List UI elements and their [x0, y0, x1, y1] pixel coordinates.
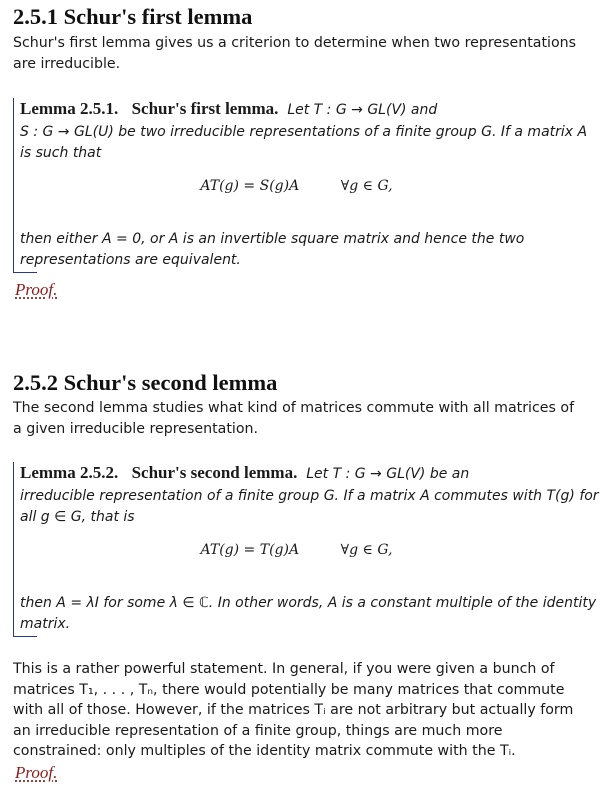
- lemma-corner-rule: [13, 272, 37, 273]
- lemma-line-4: then either A = 0, or A is an invertible square matrix and hence the two: [20, 231, 525, 247]
- section-intro-first: Schur's first lemma gives us a criterion to determine when two representations are irreducible.: [13, 35, 577, 72]
- equation: AT(g) = S(g)A: [200, 178, 300, 194]
- lemma-line-1: [20, 462, 469, 486]
- lemma-corner-rule: [13, 636, 37, 637]
- display-equation: [14, 540, 579, 558]
- proof-link-second[interactable]: Proof.: [15, 763, 58, 782]
- lemma-line-5: representations are equivalent.: [20, 252, 241, 268]
- lemma-label: Lemma 2.5.2.: [20, 463, 119, 482]
- lemma-line-2: S : G → GL(U) be two irreducible representations of a finite group G. If a matrix A: [20, 124, 588, 140]
- lemma-line-3: is such that: [20, 145, 102, 161]
- lemma-line-5: matrix.: [20, 616, 71, 632]
- proof-link-first[interactable]: Proof.: [15, 280, 58, 299]
- closing-paragraph: This is a rather powerful statement. In general, if you were given a bunch of matrices T₁, . . . , Tₙ, there would potentially be many matrices that commute with all of those. However, if the matrices Tᵢ are not arbitrary but actually form an irreducible representation of a finite group, things are much more constrained: only multiples of the identity matrix commute with the Tᵢ.: [13, 661, 574, 759]
- display-equation: [14, 176, 579, 194]
- equation: AT(g) = T(g)A: [200, 542, 300, 558]
- lemma-name: Schur's second lemma.: [131, 463, 298, 482]
- lemma-name: Schur's first lemma.: [131, 99, 279, 118]
- lemma-box-first: [13, 98, 588, 273]
- lemma-line-1: [20, 98, 437, 122]
- section-heading-schur-first: 2.5.1 Schur's first lemma: [13, 4, 253, 29]
- section-intro-second: The second lemma studies what kind of matrices commute with all matrices of a given irreducible representation.: [13, 400, 575, 437]
- quantifier: ∀g ∈ G,: [340, 542, 393, 558]
- quantifier: ∀g ∈ G,: [340, 178, 393, 194]
- lemma-text-1: Let T : G → GL(V) be an: [306, 466, 470, 482]
- lemma-text-1: Let T : G → GL(V) and: [287, 102, 438, 118]
- section-heading-schur-second: 2.5.2 Schur's second lemma: [13, 370, 278, 395]
- lemma-line-4: then A = λI for some λ ∈ ℂ. In other words, A is a constant multiple of the identity: [20, 595, 597, 611]
- lemma-box-second: [13, 462, 599, 637]
- lemma-line-3: all g ∈ G, that is: [20, 509, 135, 525]
- lemma-label: Lemma 2.5.1.: [20, 99, 119, 118]
- lemma-line-2: irreducible representation of a finite group G. If a matrix A commutes with T(g) for: [20, 488, 599, 504]
